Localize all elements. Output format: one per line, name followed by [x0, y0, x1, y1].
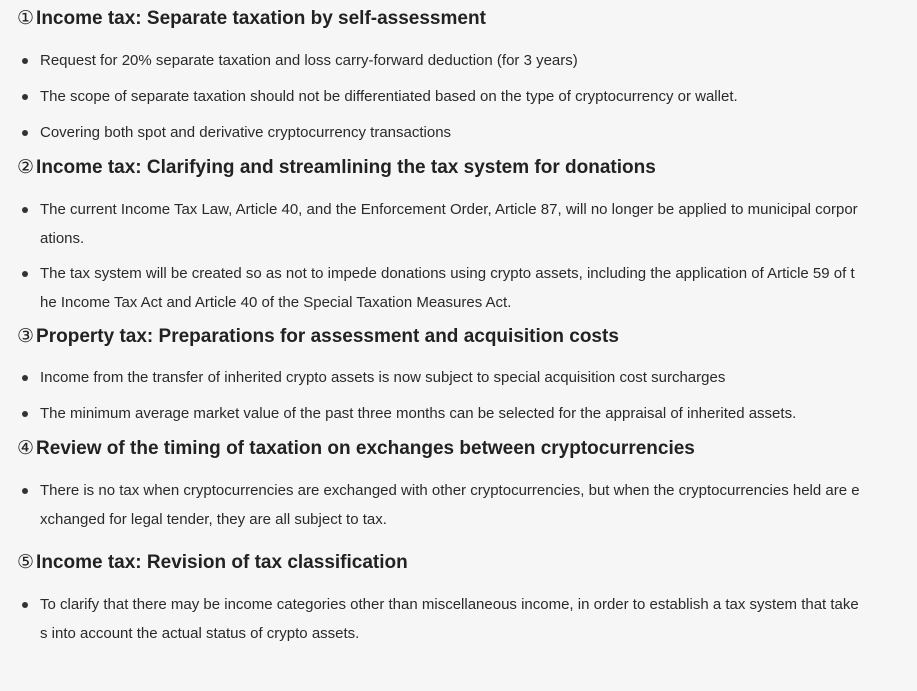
list-item: The minimum average market value of the past three months can be selected for the appraisal of inherited assets.	[17, 400, 862, 429]
list-item: The current Income Tax Law, Article 40, and the Enforcement Order, Article 87, will no longer be applied to municipal corporations.	[17, 196, 862, 253]
section-separate-taxation	[17, 6, 917, 148]
list-item: To clarify that there may be income categories other than miscellaneous income, in order to establish a tax system that takes into account the actual status of crypto assets.	[17, 591, 862, 648]
section-title: Property tax: Preparations for assessment and acquisition costs	[36, 326, 619, 347]
list-item: Income from the transfer of inherited crypto assets is now subject to special acquisition cost surcharges	[17, 364, 862, 393]
section-number: ③	[17, 326, 35, 347]
bullet-list	[17, 591, 917, 648]
section-title: Income tax: Separate taxation by self-assessment	[36, 8, 486, 29]
section-tax-classification	[17, 550, 917, 648]
bullet-list	[17, 47, 917, 148]
section-title: Income tax: Revision of tax classification	[36, 552, 408, 573]
section-heading	[17, 324, 917, 350]
section-property-tax	[17, 324, 917, 429]
section-donations	[17, 155, 917, 317]
section-number: ④	[17, 438, 35, 459]
section-heading	[17, 436, 917, 462]
list-item: Covering both spot and derivative cryptocurrency transactions	[17, 119, 862, 148]
list-item: The tax system will be created so as not to impede donations using crypto assets, including the application of Article 59 of the Income Tax Act and Article 40 of the Special Taxation Measures Act.	[17, 260, 862, 317]
section-number: ⑤	[17, 552, 35, 573]
section-title: Income tax: Clarifying and streamlining the tax system for donations	[36, 157, 656, 178]
list-item: The scope of separate taxation should not be differentiated based on the type of cryptocurrency or wallet.	[17, 83, 862, 112]
bullet-list	[17, 477, 917, 534]
list-item: Request for 20% separate taxation and loss carry-forward deduction (for 3 years)	[17, 47, 862, 76]
section-title: Review of the timing of taxation on exchanges between cryptocurrencies	[36, 438, 695, 459]
section-heading	[17, 550, 917, 576]
section-number: ①	[17, 8, 35, 29]
section-heading	[17, 6, 917, 32]
bullet-list	[17, 196, 917, 317]
bullet-list	[17, 364, 917, 429]
section-exchange-timing	[17, 436, 917, 534]
list-item: There is no tax when cryptocurrencies are exchanged with other cryptocurrencies, but when the cryptocurrencies held are exchanged for legal tender, they are all subject to tax.	[17, 477, 862, 534]
section-number: ②	[17, 157, 35, 178]
section-heading	[17, 155, 917, 181]
